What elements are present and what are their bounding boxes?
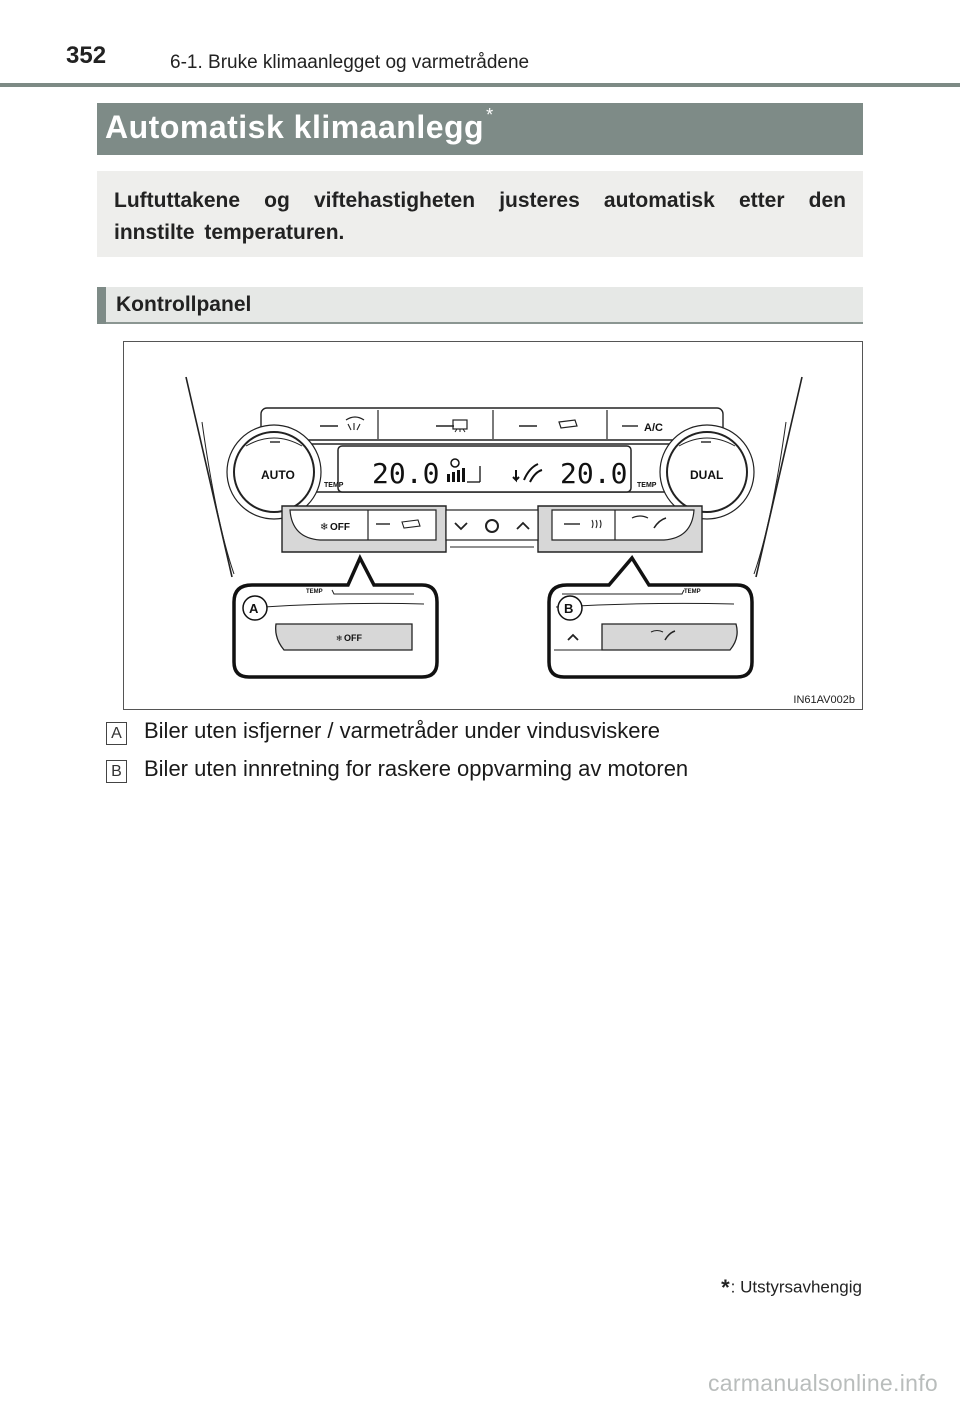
temp-label-right: TEMP [637,482,657,489]
callout-a-temp: TEMP [306,589,323,595]
figure-code: IN61AV002b [793,694,855,706]
watermark: carmanualsonline.info [707,1370,938,1396]
off-label-callout: OFF [344,633,362,643]
footnote [721,1275,862,1301]
subsection-title: Kontrollpanel [116,293,252,316]
subsection-accent [97,287,106,324]
legend-item [106,753,866,791]
auto-label: AUTO [261,468,295,482]
dual-label: DUAL [690,468,724,482]
off-label-panel: OFF [330,522,350,533]
legend-marker: B [106,760,127,783]
footnote-text: : Utstyrsavhengig [730,1277,862,1297]
lower-control-row [282,506,702,552]
footnote-star: * [721,1275,730,1300]
ac-label: A/C [644,422,663,434]
control-panel-illustration [124,342,864,711]
callout-b-temp: TEMP [684,589,701,595]
callout-b-label: B [564,601,574,616]
section-title-bar [97,103,863,155]
right-temp-readout: 20.0 [560,457,628,490]
subsection-bar [97,287,863,324]
intro-box [97,171,863,257]
control-panel-figure [123,341,863,710]
figure-legend [106,715,866,791]
section-title-text: Automatisk klimaanlegg [105,109,485,145]
left-temp-readout: 20.0 [372,457,440,490]
callout-a-label: A [249,601,259,616]
callout-a [234,558,437,677]
snowflake-icon: ❄ [320,522,329,533]
intro-text: Luftuttakene og viftehastigheten justeres automatisk etter den innstilte temperaturen. [114,189,846,244]
legend-item [106,715,866,753]
page-header [0,0,960,90]
asterisk-superscript: * [486,105,494,125]
chapter-title: 6-1. Bruke klimaanlegget og varmetrådene [170,52,530,73]
header-rule [0,83,960,87]
callout-b [549,558,752,677]
legend-text: Biler uten isfjerner / varmetråder under vindusviskere [144,718,661,743]
snowflake-icon-callout: ❄ [336,634,343,643]
page-number: 352 [66,42,107,69]
legend-text: Biler uten innretning for raskere oppvarming av motoren [144,756,689,781]
temp-label-left: TEMP [324,482,344,489]
legend-marker: A [106,722,127,745]
section-title [105,105,494,146]
